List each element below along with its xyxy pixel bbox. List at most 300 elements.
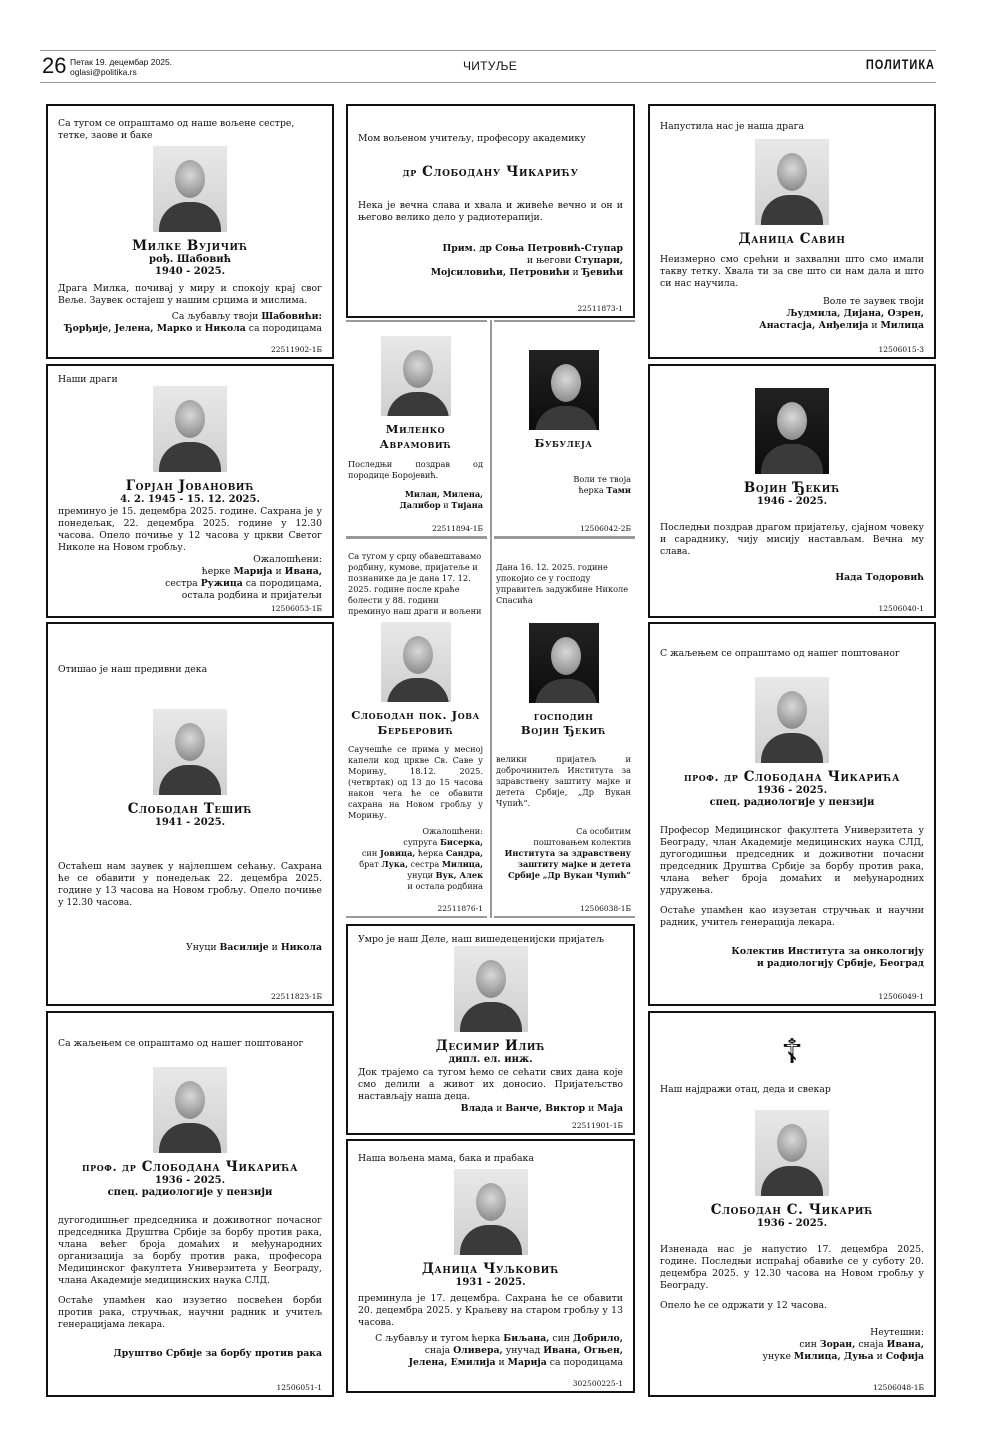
body-paragraph: Нека је вечна слава и хвала и живеће вечно и он и његово велико дело у радиотерапији. <box>358 199 623 223</box>
signature-text: и <box>495 1357 508 1368</box>
portrait-shoulders <box>761 733 823 763</box>
signature-line <box>358 1345 623 1357</box>
signature-text: поштовањем колектив <box>533 837 631 848</box>
signature-line <box>58 311 322 323</box>
deceased-name <box>358 1038 623 1054</box>
notice-intro: Наши драги <box>58 374 118 385</box>
signature-name: Ступари, <box>574 254 623 266</box>
signature-name: Милан, Милена, <box>404 488 483 499</box>
portrait-head <box>403 350 433 388</box>
signature-text: и <box>493 1102 506 1114</box>
signature-name: Србије „Др Вукан Чупић“ <box>507 870 631 881</box>
portrait-head <box>175 723 205 761</box>
signature-name: Никола <box>280 941 322 953</box>
signature-text: и <box>440 499 452 510</box>
signature-line <box>348 848 483 859</box>
page-meta <box>70 57 172 77</box>
ad-id: 22511894-1Б <box>432 524 483 533</box>
name-subline: 1936 - 2025. <box>154 1174 226 1186</box>
body-paragraph: Последњи поздрав од породице Боројевић. <box>348 459 483 480</box>
notice-intro: Отишао је наш предивни дека <box>58 664 208 676</box>
notice-heading <box>496 623 631 738</box>
notice-body <box>496 754 631 809</box>
notice-heading <box>358 1169 623 1289</box>
signature-text: син <box>361 848 380 859</box>
ad-id: 22511876-1 <box>437 904 483 913</box>
ad-id: 12506038-1Б <box>580 904 631 913</box>
body-paragraph: Остаћеш нам заувек у најлепшем сећању. Сахрана ће се обавити у понедељак 22. децембра 2025. године у 13 часова на Новом гробљу. Опело почиње у 12.30 часова. <box>58 861 322 909</box>
signature-name: Маја <box>597 1102 623 1114</box>
name-text: Даница Чуљковић <box>421 1261 560 1277</box>
name-text: Милке Вујичић <box>132 238 248 255</box>
signature-line <box>348 870 483 881</box>
signature-name: Ванче, Виктор <box>505 1102 586 1114</box>
signature-name: Јовица, <box>379 848 416 859</box>
portrait-photo <box>755 388 829 474</box>
signature-line <box>660 1339 924 1351</box>
signature-line <box>348 837 483 848</box>
name-text: Даница Савин <box>738 231 846 248</box>
signature <box>358 1103 623 1115</box>
signature-text: син <box>549 1333 573 1344</box>
notice-intro: Мом вољеном учитељу, професору академику <box>358 133 586 145</box>
body-paragraph: дугогодишњег председника и доживотног почасног председника Друштва Србије за борбу против рака, члана већег броја домаћих и међународних организација за борбу против рака, професора Медицинског факултета Универзитета у Београду, члана Академије медицинских наука СЛД. <box>58 1215 322 1287</box>
signature <box>358 243 623 279</box>
deceased-name <box>348 422 483 452</box>
name-subline: дипл. ел. инж. <box>448 1054 533 1066</box>
portrait-head <box>175 160 205 198</box>
signature-line <box>496 859 631 870</box>
signature <box>348 489 483 511</box>
body-paragraph: Опело ће се одржати у 12 часова. <box>660 1300 827 1312</box>
portrait-photo <box>381 622 451 702</box>
deceased-name <box>496 723 631 738</box>
body-paragraph: Неизмерно смо срећни и захвални што смо имали такву тетку. Хвала ти за све што си нам дала и што си нас научила. <box>660 253 924 289</box>
signature-line <box>58 1348 322 1360</box>
signature-line <box>660 296 924 308</box>
signature-name: Влада <box>460 1102 494 1114</box>
notice-heading <box>496 350 631 451</box>
signature-name: Прим. др Соња Петровић-Ступар <box>442 242 623 254</box>
name-subline: 4. 2. 1945 - 15. 12. 2025. <box>120 494 260 505</box>
signature-line <box>58 554 322 566</box>
portrait-shoulders <box>761 195 823 225</box>
notice-body <box>348 459 483 481</box>
name-prefix: др <box>402 165 417 180</box>
portrait-head <box>476 1183 506 1221</box>
issue-date: Петак 19. децембар 2025. <box>70 57 173 67</box>
signature-text: Са особитим <box>576 826 631 837</box>
signature-line <box>358 267 623 279</box>
notice-intro: Наша вољена мама, бака и прабака <box>358 1153 534 1164</box>
portrait-shoulders <box>159 442 221 472</box>
obituary-notice <box>648 364 936 618</box>
signature <box>58 942 322 954</box>
signature <box>348 826 483 892</box>
signature-text: унуке <box>762 1350 794 1362</box>
portrait-head <box>777 402 807 440</box>
portrait-photo <box>454 1169 528 1255</box>
portrait-photo <box>153 386 227 472</box>
signature-line <box>660 308 924 320</box>
deceased-name <box>58 238 322 254</box>
signature-name: Добрило, <box>572 1333 623 1344</box>
signature <box>496 474 631 496</box>
signature-text: и остала родбина <box>407 881 483 892</box>
notice-heading <box>348 336 483 452</box>
signature-line <box>660 946 924 958</box>
notice-body <box>660 825 924 929</box>
notice-heading <box>58 709 322 829</box>
body-paragraph: Професор Медицинског факултета Универзитета у Београду, члан Академије медицинских наука СЛД, дугогодишњи председник и доживотни почасни председник Друштва Србије за борбу против рака, члана већег броја домаћих и међународних удружења. <box>660 825 924 897</box>
signature-line <box>496 826 631 837</box>
name-text: Десимир Илић <box>435 1038 546 1055</box>
header-top-rule <box>40 50 936 51</box>
contact-email: oglasi@politika.rs <box>70 67 137 77</box>
name-text: Слободану Чикарићу <box>422 164 579 181</box>
signature-text: брат <box>359 859 382 870</box>
notice-heading <box>58 386 322 506</box>
deceased-name <box>58 801 322 817</box>
signature-name: Анастасја, Анђелија <box>759 320 869 332</box>
signature-line <box>358 255 623 267</box>
notice-heading <box>660 1110 924 1230</box>
signature-name: Шабовићи: <box>261 310 322 322</box>
signature-line <box>358 243 623 255</box>
signature-name: и радиологију Србије, Београд <box>756 957 924 969</box>
name-subline: рођ. Шабовић <box>149 254 231 266</box>
notice-body <box>58 506 322 554</box>
deceased-name <box>660 1202 924 1218</box>
obituary-notice <box>648 104 936 359</box>
signature-name: Ђевићи <box>581 266 623 278</box>
signature-name: Биљана, <box>503 1333 550 1344</box>
obituary-notice <box>494 320 635 538</box>
body-paragraph: преминуо је 15. децембра 2025. године. Сахрана је у понедељак, 22. децембра 2025. године у 12.30 часова. Опело почиње у 12 часова у цркви Светог Николе на Новом гробљу. <box>58 506 322 553</box>
portrait-head <box>777 1124 807 1162</box>
signature-text: сестра <box>165 578 201 589</box>
signature-name: Милица, <box>441 859 483 870</box>
obituary-notice <box>346 104 635 318</box>
signature-text: са породицама <box>245 322 322 334</box>
portrait-photo <box>529 623 599 703</box>
portrait-shoulders <box>535 679 597 703</box>
signature-text: унучад <box>502 1345 544 1356</box>
notice-intro: Са тугом у срцу обавештавамо родбину, кумове, пријатеље и познанике да је дана 17. 12. 2025. године после краће болести у 88. години преминуо наш драги и вољени <box>348 550 482 616</box>
signature-name: Сандра, <box>445 848 483 859</box>
portrait-shoulders <box>387 392 449 416</box>
signature-text: и <box>569 266 582 278</box>
notice-heading <box>58 146 322 278</box>
deceased-name <box>358 164 623 180</box>
signature-text: Неутешни: <box>870 1326 924 1338</box>
signature <box>58 554 322 602</box>
portrait-photo <box>755 677 829 763</box>
portrait-photo <box>755 1110 829 1196</box>
body-paragraph: Саучешће се прима у месној капели код цркве Св. Саве у Морињу, 18.12. 2025. (четвртак) од 13 до 15 часова након чега ће се обавити сахрана на Новом гробљу у Морињу. <box>348 743 483 820</box>
portrait-photo <box>454 946 528 1032</box>
signature-line <box>496 848 631 859</box>
name-text: Војин Ђекић <box>520 722 607 737</box>
signature-name: Ђорђије, Јелена, Марко <box>64 322 193 334</box>
ad-id: 302500225-1 <box>572 1379 623 1388</box>
name-text: Горјан Јовановић <box>125 478 255 494</box>
body-paragraph: Остаће упамћен као изузетно посвећен борби против рака, стручњак, научни радник и учитељ генерацијама лекара. <box>58 1295 322 1331</box>
signature-name: Института за здравствену <box>504 848 631 859</box>
obituary-notice <box>46 104 334 359</box>
signature-name: Милица <box>880 320 924 332</box>
name-text: Војин Ђекић <box>743 480 841 496</box>
portrait-photo <box>153 146 227 232</box>
signature-name: Далибор <box>399 499 441 510</box>
signature-text: снаја <box>424 1345 454 1356</box>
notice-intro: Са тугом се опраштамо од наше вољене сестре, тетке, заове и баке <box>58 118 295 142</box>
signature <box>58 1348 322 1360</box>
portrait-head <box>175 1081 205 1119</box>
signature-line <box>358 1357 623 1369</box>
portrait-head <box>551 364 581 402</box>
portrait-head <box>777 691 807 729</box>
signature-line <box>496 485 631 496</box>
signature-line <box>58 942 322 954</box>
portrait-shoulders <box>761 444 823 474</box>
signature-name: Оливера, <box>453 1345 503 1356</box>
portrait-shoulders <box>460 1225 522 1255</box>
ad-id: 12506051-1 <box>276 1383 322 1392</box>
portrait-shoulders <box>159 765 221 795</box>
signature-text: остала родбина и пријатељи <box>181 590 322 601</box>
signature-name: Бисерка, <box>439 837 483 848</box>
portrait-shoulders <box>387 678 449 702</box>
ad-id: 22511823-1Б <box>271 992 322 1001</box>
signature-text: Воли те твоја <box>573 473 631 484</box>
signature-line <box>58 566 322 578</box>
signature <box>660 572 924 584</box>
name-subline: 1931 - 2025. <box>455 1277 526 1288</box>
signature-name: Ивана, Огњен, <box>543 1345 623 1356</box>
signature-line <box>58 590 322 602</box>
notice-intro: Наш најдражи отац, деда и свекар <box>660 1083 831 1095</box>
signature-name: Никола <box>204 322 246 334</box>
signature-name: Нада Тодоровић <box>835 572 924 583</box>
signature-name: Друштво Србије за борбу против рака <box>113 1348 322 1360</box>
name-subline: спец. радиологије у пензији <box>709 796 875 808</box>
signature-text: Воле те заувек твоји <box>822 296 924 308</box>
section-title: ЧИТУЉЕ <box>462 59 518 73</box>
signature-line <box>496 474 631 485</box>
name-text: Слободан С. Чикарић <box>710 1201 874 1218</box>
body-paragraph: велики пријатељ и доброчинитељ Института за здравствену заштиту мајке и детета Србије, „Др Вукан Чупић“. <box>496 754 631 809</box>
name-text: Миленко Аврамовић <box>379 421 452 451</box>
portrait-head <box>403 636 433 674</box>
signature-name: Ивана, <box>886 1338 924 1350</box>
signature-name: Колектив Института за онкологију <box>731 945 924 957</box>
signature-line <box>348 859 483 870</box>
signature <box>496 826 631 881</box>
signature <box>660 1327 924 1363</box>
signature-line <box>348 881 483 892</box>
name-subline: спец. радиологије у пензији <box>107 1186 273 1198</box>
notice-heading <box>660 388 924 508</box>
signature-text: и његови <box>526 254 575 266</box>
portrait-photo <box>153 709 227 795</box>
notice-body <box>358 1293 623 1329</box>
signature-line <box>660 572 924 584</box>
notice-body <box>348 744 483 821</box>
signature-name: Мојсиловићи, Петровићи <box>430 266 570 278</box>
notice-intro: Дана 16. 12. 2025. године упокојио се у господу управитељ задужбине Николе Спасића <box>496 561 629 605</box>
ad-id: 22511902-1Б <box>271 345 322 354</box>
obituary-notice <box>346 537 487 918</box>
portrait-shoulders <box>761 1166 823 1196</box>
portrait-photo <box>755 139 829 225</box>
signature-text: С љубављу и тугом ћерка <box>375 1333 504 1344</box>
deceased-name <box>660 769 924 785</box>
notice-body <box>58 1215 322 1331</box>
portrait-head <box>551 637 581 675</box>
portrait-shoulders <box>460 1002 522 1032</box>
portrait-shoulders <box>159 1123 221 1153</box>
body-paragraph: Драга Милка, почивај у миру и спокоју крај свог Веље. Заувек остајеш у нашим срцима и мислима. <box>58 282 322 306</box>
ad-id: 12506042-2Б <box>580 524 631 533</box>
signature-text: и <box>868 320 881 332</box>
notice-heading <box>358 946 623 1066</box>
portrait-head <box>476 960 506 998</box>
signature-line <box>348 500 483 511</box>
name-text: Слободана Чикарића <box>141 1158 299 1175</box>
name-prefix: проф. др <box>81 1159 137 1174</box>
signature-text: ћерка <box>415 848 446 859</box>
signature-line <box>358 1103 623 1115</box>
notice-intro: С жаљењем се опраштамо од нашег поштованог <box>660 648 900 660</box>
column-divider <box>490 320 492 918</box>
body-paragraph: Изненада нас је напустио 17. децембра 2025. године. Последњи испраћај обавиће се у суботу 20. децембра 2025. у 12.30 часова на Новом гробљу у Београду. <box>660 1244 924 1292</box>
signature-line <box>660 320 924 332</box>
signature-name: Ивана, <box>284 566 322 577</box>
name-subline: 1936 - 2025. <box>756 1217 828 1229</box>
obituary-notice <box>46 364 334 618</box>
notice-heading <box>58 1067 322 1199</box>
notice-body <box>58 283 322 307</box>
obituary-notice <box>346 1139 635 1393</box>
name-subline: 1941 - 2025. <box>154 816 226 828</box>
signature-line <box>348 826 483 837</box>
body-paragraph: Остаће упамћен као изузетан стручњак и научни радник, учитељ генерација лекара. <box>660 905 924 929</box>
name-subline: 1946 - 2025. <box>756 496 828 507</box>
name-text: Слободан Тешић <box>127 800 253 817</box>
ad-id: 22511873-1 <box>577 304 623 313</box>
name-title: господин <box>533 708 594 723</box>
signature <box>58 311 322 335</box>
newspaper-logo: ПОЛИТИКА <box>865 57 935 73</box>
ad-id: 12506053-1Б <box>271 604 322 613</box>
signature-text: син <box>799 1338 820 1350</box>
portrait-shoulders <box>159 202 221 232</box>
obituary-notice <box>46 622 334 1006</box>
notice-body <box>58 861 322 909</box>
body-paragraph: Док трајемо са тугом ћемо се сећати свих дана које смо делили а живот их доносио. Пријатељство настављају наша деца. <box>358 1066 623 1102</box>
signature-name: Василије <box>219 941 269 953</box>
notice-body <box>660 522 924 558</box>
signature-name: Јелена, Емилија <box>408 1357 496 1368</box>
signature-text: Ожалошћени: <box>422 826 483 837</box>
signature-line <box>58 578 322 590</box>
notice-intro: Умро је наш Деле, наш вишедеценијски пријатељ <box>358 934 604 946</box>
signature-text: ћерка <box>578 484 607 495</box>
signature-text: супруга <box>403 837 440 848</box>
deceased-name <box>660 231 924 247</box>
notice-heading <box>358 164 623 180</box>
notice-heading <box>660 139 924 247</box>
notice-intro: Са жаљењем се опраштамо од нашег поштованог <box>58 1037 304 1049</box>
notice-body <box>358 200 623 224</box>
signature <box>660 946 924 970</box>
signature-name: Вук, Алек <box>435 870 483 881</box>
page-number: 26 <box>42 53 67 78</box>
signature <box>358 1333 623 1369</box>
signature-name: Људмила, Дијана, Озрен, <box>786 308 924 320</box>
obituary-notice <box>46 1011 334 1397</box>
header-bottom-rule <box>40 82 936 83</box>
signature-name: Тами <box>606 484 631 495</box>
body-paragraph: Последњи поздрав драгом пријатељу, сјајном човеку и сараднику, чију мисију настављам. Вечна му слава. <box>660 522 924 557</box>
deceased-name <box>58 1159 322 1175</box>
signature-text: и <box>272 566 285 577</box>
ad-id: 12506015-3 <box>878 345 924 354</box>
signature-text: и <box>873 1350 886 1362</box>
ad-id: 22511901-1Б <box>572 1121 623 1130</box>
deceased-name <box>358 1261 623 1277</box>
signature-name: Марија <box>233 566 273 577</box>
signature-text: Ожалошћени: <box>253 554 322 565</box>
signature-text: и <box>268 941 281 953</box>
signature-line <box>660 1327 924 1339</box>
obituary-notice <box>648 622 936 1006</box>
body-paragraph: преминула је 17. децембра. Сахрана ће се обавити 20. децембра 2025. у Краљеву на старом гробљу у 13 часова. <box>358 1293 623 1328</box>
signature-text: са породицама, <box>242 578 322 589</box>
signature <box>660 296 924 332</box>
signature-text: снаја <box>855 1338 887 1350</box>
signature-line <box>660 1351 924 1363</box>
obituary-notice <box>648 1011 936 1397</box>
signature-name: Лука, <box>381 859 408 870</box>
notice-heading <box>660 677 924 809</box>
deceased-name <box>660 480 924 496</box>
deceased-name <box>348 708 483 738</box>
portrait-photo <box>381 336 451 416</box>
signature-line <box>496 837 631 848</box>
ad-id: 12506040-1 <box>878 604 924 613</box>
signature-text: са породицама <box>546 1357 623 1368</box>
signature-name: заштиту мајке и детета <box>517 859 631 870</box>
signature-line <box>496 870 631 881</box>
signature-name: Зоран, <box>819 1338 856 1350</box>
signature-name: Марија <box>507 1357 547 1368</box>
signature-text: унуци <box>407 870 436 881</box>
name-text: Слободан пок. Јова Берберовић <box>351 708 480 738</box>
signature-text: ћерке <box>201 566 234 577</box>
signature-text: Унуци <box>186 941 220 953</box>
name-text: Слободана Чикарића <box>743 768 901 785</box>
notice-intro: Напустила нас је наша драга <box>660 120 805 132</box>
signature-name: Тијана <box>451 499 483 510</box>
ad-id: 12506049-1 <box>878 992 924 1001</box>
signature-text: сестра <box>407 859 442 870</box>
signature-line <box>58 323 322 335</box>
name-text: Бубулеја <box>534 436 593 451</box>
orthodox-cross-icon: ☦ <box>780 1032 804 1073</box>
signature-text: Са љубављу твоји <box>171 310 262 322</box>
